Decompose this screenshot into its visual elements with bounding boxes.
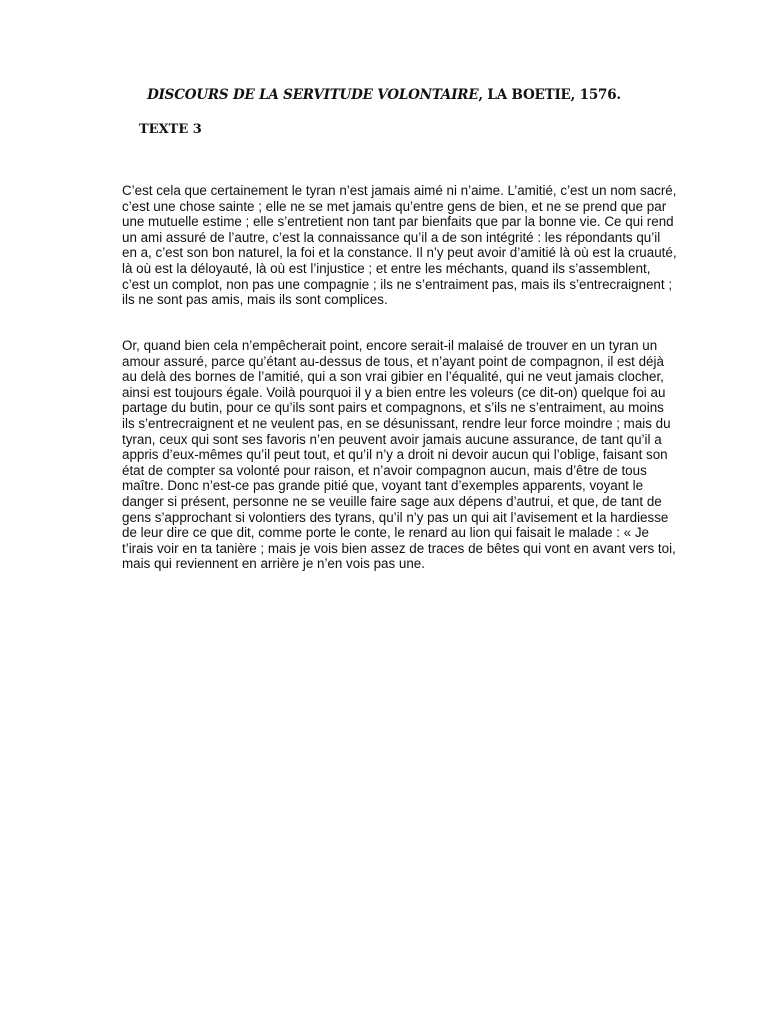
title-italic-part: DISCOURS DE LA SERVITUDE VOLONTAIRE [147,87,479,103]
title-rest-part: , LA BOETIE, 1576. [478,87,621,103]
paragraph-1: C’est cela que certainement le tyran n’est jamais aimé ni n’aime. L’amitié, c’est un nom sacré, c’est une chose sainte ; elle ne se met jamais qu’entre gens de bien, et ne se prend que par une mutuelle estime ; elle s’entretient non tant par bienfaits que par la bonne vie. Ce qui rend un ami assuré de l’autre, c’est la connaissance qu’il a de son intégrité : les répondants qu’il en a, c’est son bon naturel, la foi et la constance. Il n’y peut avoir d’amitié là où est la cruauté, là où est la déloyauté, là où est l’injustice ; et entre les méchants, quand ils s’assemblent, c’est un complot, non pas une compagnie ; ils ne s’entraiment pas, mais ils s’entrecraignent ; ils ne sont pas amis, mais ils sont complices. [122,183,677,308]
document-subtitle: TEXTE 3 [139,122,202,137]
paragraph-2: Or, quand bien cela n’empêcherait point, encore serait-il malaisé de trouver en un tyran un amour assuré, parce qu’étant au-dessus de tous, et n’ayant point de compagnon, il est déjà au delà des bornes de l’amitié, qui a son vrai gibier en l’équalité, qui ne veut jamais clocher, ainsi est toujours égale. Voilà pourquoi il y a bien entre les voleurs (ce dit-on) quelque foi au partage du butin, pour ce qu’ils sont pairs et compagnons, et s’ils ne s’entraiment, au moins ils s’entrecraignent et ne veulent pas, en se désunissant, rendre leur force moindre ; mais du tyran, ceux qui sont ses favoris n’en peuvent avoir jamais aucune assurance, de tant qu’il a appris d’eux-mêmes qu’il peut tout, et qu’il n’y a droit ni devoir aucun qui l’oblige, faisant son état de compter sa volonté pour raison, et n’avoir compagnon aucun, mais d’être de tous maître. Donc n’est-ce pas grande pitié que, voyant tant d’exemples apparents, voyant le danger si présent, personne ne se veuille faire sage aux dépens d’autrui, et que, de tant de gens s’approchant si volontiers des tyrans, qu’il n’y pas un qui ait l’avisement et la hardiesse de leur dire ce que dit, comme porte le conte, le renard au lion qui faisait le malade : « Je t’irais voir en ta tanière ; mais je vois bien assez de traces de bêtes qui vont en avant vers toi, mais qui reviennent en arrière je n’en vois pas une. [122,338,676,572]
document-title [0,87,768,103]
